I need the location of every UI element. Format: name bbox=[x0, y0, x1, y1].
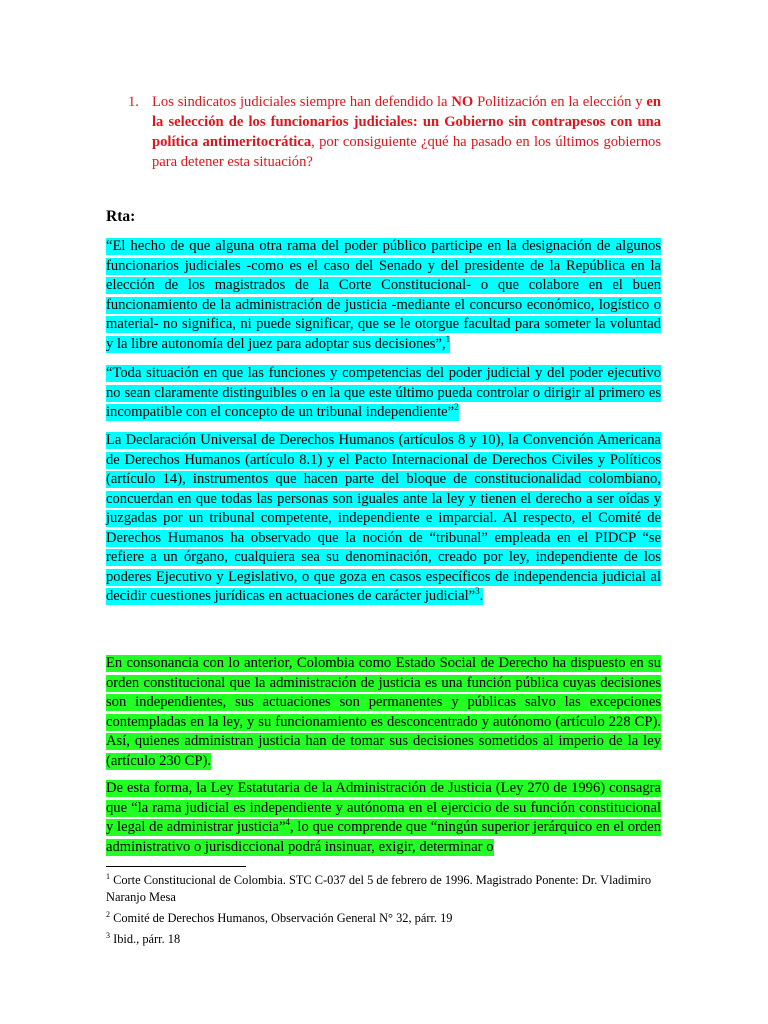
declaration-paragraph bbox=[106, 431, 661, 607]
footnote-text: Comité de Derechos Humanos, Observación General N° 32, párr. 19 bbox=[110, 911, 453, 926]
question-item bbox=[128, 92, 661, 172]
paragraph-text: “Toda situación en que las funciones y competencias del poder judicial y del poder ejecutivo no sean claramente distinguibles o en la que este último pueda controlar o dirigir al primero es incompatible con el concepto de un tribunal independiente” bbox=[106, 365, 661, 420]
highlighted-text bbox=[106, 238, 661, 353]
footnote-2 bbox=[106, 906, 661, 927]
footnote-number: 3 bbox=[106, 931, 110, 941]
footnote-ref[interactable]: 2 bbox=[454, 402, 459, 413]
paragraph-tail: . bbox=[479, 588, 484, 604]
answer-heading: Rta: bbox=[106, 208, 136, 225]
highlighted-text bbox=[106, 365, 661, 421]
question-text-part: , por consiguiente ¿qué ha pasado en los últimos gobiernos para detener esta situación? bbox=[152, 134, 661, 170]
highlighted-text: En consonancia con lo anterior, Colombia como Estado Social de Derecho ha dispuesto en su orden constitucional que la administración de justicia es una función pública cuyas decisiones son independientes, sus actuaciones son permanentes y públicas salvo las excepciones contempladas en la ley, y su funcionamiento es desconcentrado y autónomo (artículo 228 CP). Así, quienes administran justicia han de tomar sus decisiones sometidos al imperio de la ley (artículo 230 CP). bbox=[106, 655, 661, 769]
quote-paragraph-2 bbox=[106, 364, 661, 423]
highlighted-text bbox=[106, 432, 661, 605]
paragraph-text: “El hecho de que alguna otra rama del poder público participe en la designación de algunos funcionarios judiciales -como es el caso del Senado y del presidente de la República en la elección de los magistrados de la Corte Constitucional- o que colabore en el buen funcionamiento de la administración de justicia -mediante el concurso económico, logístico o material- no significa, ni puede significar, que se le otorgue facultad para someter la voluntad y la libre autonomía del juez para adoptar sus decisiones”, bbox=[106, 238, 661, 352]
footnote-separator bbox=[106, 866, 246, 867]
footnote-text: Corte Constitucional de Colombia. STC C-037 del 5 de febrero de 1996. Magistrado Ponente: Dr. Vladimiro Naranjo Mesa bbox=[106, 873, 652, 905]
quote-paragraph-1 bbox=[106, 237, 661, 354]
footnote-ref[interactable]: 1 bbox=[445, 333, 451, 344]
paragraph-text: , lo que comprende que “ningún superior jerárquico en el orden administrativo o jurisdiccional podrá insinuar, exigir, determinar o bbox=[106, 819, 661, 855]
colombia-paragraph bbox=[106, 654, 661, 771]
paragraph-text: De esta forma, la Ley Estatutaria de la Administración de Justicia (Ley 270 de 1996) consagra que “la rama judicial es independiente y autónoma en el ejercicio de su función constitucional y legal de administrar justicia” bbox=[106, 780, 661, 835]
footnote-3 bbox=[106, 927, 661, 948]
question-text-part: Los sindicatos judiciales siempre han defendido la bbox=[152, 94, 452, 110]
footnote-1 bbox=[106, 868, 661, 906]
question-bold-text: en la selección de los funcionarios judiciales: un Gobierno sin contrapesos con una política antimeritocrática bbox=[152, 94, 661, 150]
footnote-ref[interactable]: 4 bbox=[285, 817, 291, 828]
question-no-emphasis: NO bbox=[451, 94, 474, 110]
footnote-ref[interactable]: 3 bbox=[475, 586, 480, 597]
list-number: 1. bbox=[128, 94, 139, 110]
footnotes bbox=[106, 868, 661, 948]
highlighted-text bbox=[106, 780, 661, 856]
footnote-number: 2 bbox=[106, 910, 110, 920]
question-text bbox=[152, 92, 661, 172]
footnote-text: Ibid., párr. 18 bbox=[110, 932, 181, 947]
footnote-number: 1 bbox=[106, 872, 110, 881]
ley-estatutaria-paragraph bbox=[106, 779, 661, 859]
paragraph-text: La Declaración Universal de Derechos Humanos (artículos 8 y 10), la Convención Americana de Derechos Humanos (artículo 8.1) y el Pacto Internacional de Derechos Civiles y Políticos (artículo 14), instrumentos que hacen parte del bloque de constitucionalidad colombiano, concuerdan en que todas las personas son iguales ante la ley y tienen el derecho a ser oídas y juzgadas por un tribunal competente, independiente e imparcial. Al respecto, el Comité de Derechos Humanos ha observado que la noción de “tribunal” empleada en el PIDCP “se refiere a un órgano, cualquiera sea su denominación, creado por ley, independiente de los poderes Ejecutivo y Legislativo, o que goza en casos específicos de independencia judicial al decidir cuestiones jurídicas en actuaciones de carácter judicial” bbox=[106, 432, 661, 604]
question-text-part: Politización en la elección y bbox=[473, 94, 647, 110]
